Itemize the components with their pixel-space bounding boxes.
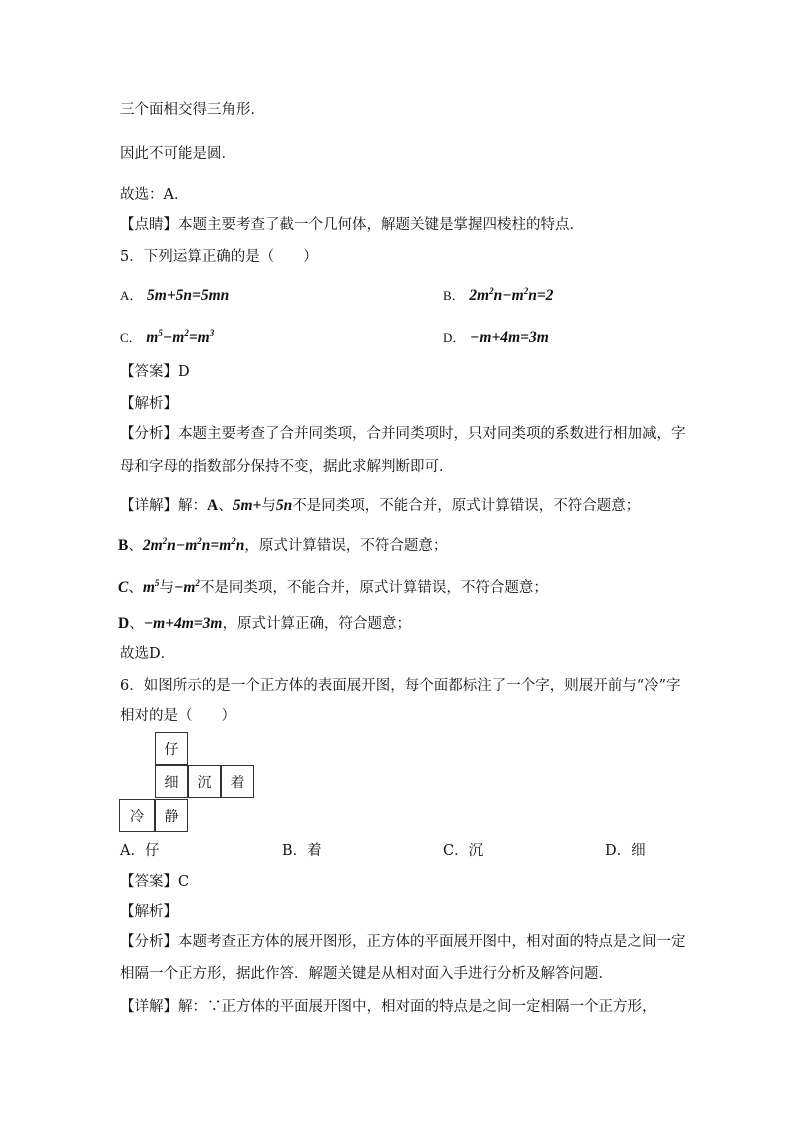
q5-option-d-label: D． (443, 330, 466, 345)
q5-option-b-formula: $2m^2n-m^2n=2$ (469, 286, 554, 304)
q5-detail-c-mid: 与 (159, 580, 174, 596)
q5-detail-d-sep: 、 (129, 616, 144, 632)
q5-detail-a-term2: 5n (275, 497, 293, 514)
q5-detail-a-letter: A (207, 497, 219, 514)
intro-line-2: 因此不可能是圆． (120, 146, 236, 162)
q5-detail-d-formula: −m+4m=3m (143, 615, 223, 632)
q5-detail-b-letter: B (118, 537, 129, 554)
q6-answer: 【答案】C (120, 874, 190, 890)
q5-detail-b-rest: ，原式计算错误，不符合题意； (244, 538, 448, 554)
q5-detail-a-sep: 、 (218, 498, 233, 514)
q5-detail-a-mid: 与 (261, 498, 276, 514)
net-cell-jing: 静 (155, 799, 188, 832)
q6-option-c: C．沉 (443, 843, 484, 859)
q6-stem-line-2: 相对的是（ ） (120, 708, 236, 724)
q5-option-a (120, 286, 229, 306)
q5-detail-a-prefix: 【详解】解： (120, 498, 207, 514)
q5-detail-d-letter: D (118, 615, 130, 632)
q5-detail-c-sep: 、 (128, 580, 143, 596)
intro-comment: 【点睛】本题主要考查了截一个几何体，解题关键是掌握四棱柱的特点． (120, 217, 584, 233)
q5-detail-c-term1: $m^5$ (142, 578, 160, 596)
q6-option-b: B．着 (282, 843, 322, 859)
q6-fenxi-line-2: 相隔一个正方形，据此作答．解题关键是从相对面入手进行分析及解答问题． (120, 966, 613, 982)
net-cell-xi: 细 (155, 765, 188, 798)
q5-answer: 【答案】D (120, 364, 190, 380)
q5-fenxi-line-1: 【分析】本题主要考查了合并同类项，合并同类项时，只对同类项的系数进行相加减，字 (120, 426, 686, 442)
q5-option-c-label: C． (120, 330, 142, 345)
q5-detail-a-rest: 不是同类项，不能合并，原式计算错误，不符合题意； (292, 498, 641, 514)
q5-detail-b-sep: 、 (128, 538, 143, 554)
net-cell-leng: 冷 (119, 799, 155, 832)
q5-detail-c-term2: $-m^2$ (173, 578, 200, 596)
q6-option-a: A．仔 (120, 843, 160, 859)
net-cell-zai: 仔 (155, 732, 188, 765)
q5-option-d-formula: −m+4m=3m (470, 329, 549, 346)
q5-analysis-heading: 【解析】 (120, 396, 178, 412)
q5-detail-d (118, 614, 411, 634)
intro-choose: 故选：A． (120, 187, 189, 203)
q6-detail: 【详解】解：∵正方体的平面展开图中，相对面的特点是之间一定相隔一个正方形， (120, 999, 657, 1015)
q5-option-c-formula: $m^5-m^2=m^3$ (146, 328, 215, 346)
q6-fenxi-line-1: 【分析】本题考查正方体的展开图形，正方体的平面展开图中，相对面的特点是之间一定 (120, 934, 686, 950)
q5-option-b-label: B． (443, 288, 465, 303)
q5-detail-b (118, 536, 447, 556)
q5-option-a-label: A． (120, 288, 143, 303)
q5-option-a-formula: 5m+5n=5mn (147, 287, 230, 304)
q5-option-b (443, 286, 553, 306)
q5-fenxi-line-2: 母和字母的指数部分保持不变，据此求解判断即可． (120, 459, 454, 475)
q5-option-d (443, 328, 549, 348)
q5-detail-c-letter: C (118, 579, 129, 596)
q5-detail-a-term1: 5m+ (232, 497, 262, 514)
q6-stem-line-1: 6．如图所示的是一个正方体的表面展开图，每个面都标注了一个字，则展开前与“冷”字 (120, 678, 681, 694)
q5-detail-a (120, 496, 640, 516)
q6-analysis-heading: 【解析】 (120, 904, 178, 920)
q5-stem: 5．下列运算正确的是（ ） (120, 249, 318, 265)
q6-option-d: D．细 (605, 843, 646, 859)
intro-line-1: 三个面相交得三角形． (120, 102, 265, 118)
q5-option-c (120, 328, 214, 348)
q5-detail-c-rest: 不是同类项，不能合并，原式计算错误，不符合题意； (199, 580, 548, 596)
q5-choose: 故选D． (120, 646, 176, 662)
q5-detail-d-rest: ，原式计算正确，符合题意； (222, 616, 411, 632)
net-cell-chen: 沉 (188, 765, 221, 798)
net-cell-zhuo: 着 (221, 765, 254, 798)
q5-detail-c (118, 578, 548, 598)
q5-detail-b-formula: $2m^2n-m^2n=m^2n$ (142, 536, 245, 554)
